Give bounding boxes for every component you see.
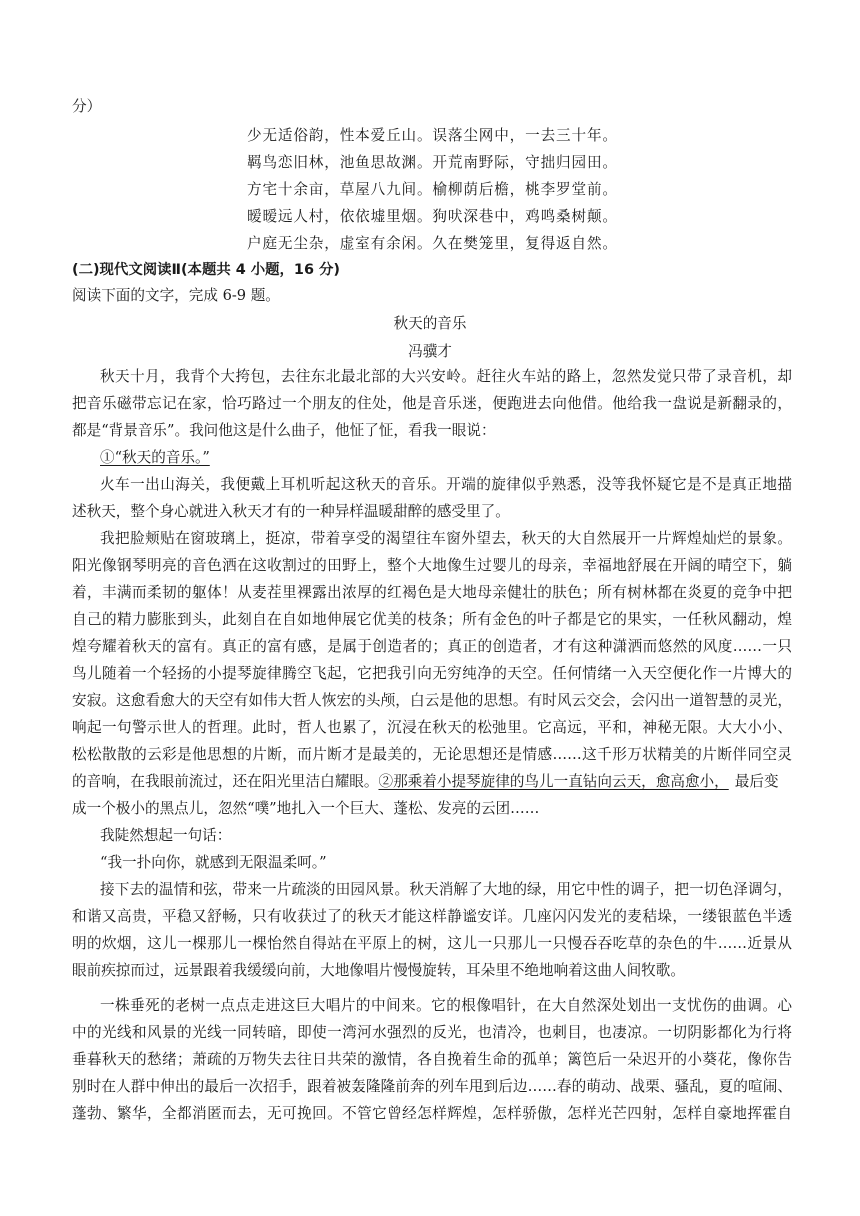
plain-text: 最后变 bbox=[734, 773, 779, 790]
paragraph-line: 着，丰满而柔韧的躯体！从麦茬里裸露出浓厚的红褐色是大地母亲健壮的肤色；所有树林都在炎夏的竞争中把 bbox=[72, 584, 792, 601]
previous-question-fragment: 分） bbox=[72, 98, 102, 115]
poem-line: 方宅十余亩，草屋八九间。榆柳荫后檐，桃李罗堂前。 bbox=[247, 181, 617, 198]
paragraph-line bbox=[72, 772, 792, 792]
plain-text: 的音响，在我眼前流过，还在阳光里洁白耀眼。 bbox=[72, 773, 379, 790]
paragraph-line: 火车一出山海关，我便戴上耳机听起这秋天的音乐。开端的旋律似乎熟悉，没等我怀疑它是不是真正地描 bbox=[100, 476, 792, 493]
paragraph-line: 安寂。这愈看愈大的天空有如伟大哲人恢宏的头颅，白云是他的思想。有时风云交会，会闪出一道智慧的灵光， bbox=[72, 692, 792, 709]
underlined-sentence-2: ②那乘着小提琴旋律的鸟儿一直钻向云天，愈高愈小， bbox=[378, 773, 729, 790]
paragraph-line: 一株垂死的老树一点点走进这巨大唱片的中间来。它的根像唱针，在大自然深处划出一支忧伤的曲调。心 bbox=[100, 997, 792, 1014]
paragraph-line: 我把脸颊贴在窗玻璃上，挺凉，带着享受的渴望往车窗外望去，秋天的大自然展开一片辉煌灿烂的景象。 bbox=[100, 530, 792, 547]
paragraph-line: 煌夸耀着秋天的富有。真正的富有感，是属于创造者的；真正的创造者，才有这种潇洒而悠然的风度……一只 bbox=[72, 638, 792, 655]
paragraph-line: 眼前疾掠而过，远景跟着我缓缓向前，大地像唱片慢慢旋转，耳朵里不绝地响着这曲人间牧歌。 bbox=[72, 962, 685, 979]
poem-line: 户庭无尘杂，虚室有余闲。久在樊笼里，复得返自然。 bbox=[247, 235, 617, 252]
paragraph-line: 和谐又高贵，平稳又舒畅，只有收获过了的秋天才能这样静谧安详。几座闪闪发光的麦秸垛，一缕银蓝色半透 bbox=[72, 908, 792, 925]
paragraph-line: 松松散散的云彩是他思想的片断，而片断才是最美的，无论思想还是情感……这千形万状精美的片断伴同空灵 bbox=[72, 746, 792, 763]
paragraph-line: 别时在人群中伸出的最后一次招手，跟着被轰隆隆前奔的列车甩到后边……春的萌动、战栗、骚乱，夏的喧闹、 bbox=[72, 1078, 792, 1095]
paragraph-line: 述秋天，整个身心就进入秋天才有的一种异样温暖甜醉的感受里了。 bbox=[72, 503, 510, 520]
paragraph-line: 明的炊烟，这儿一棵那儿一棵怡然自得站在平原上的树，这儿一只那儿一只慢吞吞吃草的杂色的牛……近景从 bbox=[72, 935, 792, 952]
paragraph-2 bbox=[100, 448, 792, 468]
paragraph-5: 我陡然想起一句话： bbox=[100, 827, 232, 844]
paragraph-line: 秋天十月，我背个大挎包，去往东北最北部的大兴安岭。赶往火车站的路上，忽然发觉只带了录音机，却 bbox=[100, 368, 792, 385]
paragraph-line: 自己的精力膨胀到头，此刻自在自如地伸展它优美的枝条；所有金色的叶子都是它的果实，一任秋风翻动，煌 bbox=[72, 611, 792, 628]
poem-line: 少无适俗韵，性本爱丘山。误落尘网中，一去三十年。 bbox=[247, 127, 617, 144]
article-title: 秋天的音乐 bbox=[393, 315, 467, 332]
section-heading: (二)现代文阅读Ⅱ(本题共 4 小题，16 分) bbox=[72, 262, 340, 278]
article-author: 冯骥才 bbox=[408, 343, 452, 360]
paragraph-line: 蓬勃、繁华，全都消匿而去，无可挽回。不管它曾经怎样辉煌，怎样骄傲，怎样光芒四射，怎样自豪地挥霍自 bbox=[72, 1105, 792, 1122]
paragraph-line: 都是“背景音乐”。我问他这是什么曲子，他怔了怔，看我一眼说： bbox=[72, 422, 496, 439]
reading-instruction: 阅读下面的文字，完成 6-9 题。 bbox=[72, 287, 280, 304]
poem-line: 暧暧远人村，依依墟里烟。狗吠深巷中，鸡鸣桑树颠。 bbox=[247, 208, 617, 225]
paragraph-6: “我一扑向你，就感到无限温柔呵。” bbox=[100, 854, 327, 871]
underlined-sentence-1: ①“秋天的音乐。” bbox=[100, 449, 210, 466]
paragraph-line: 接下去的温情和弦，带来一片疏淡的田园风景。秋天消解了大地的绿，用它中性的调子，把一切色泽调匀， bbox=[100, 881, 792, 898]
poem-line: 羁鸟恋旧林，池鱼思故渊。开荒南野际，守拙归园田。 bbox=[247, 154, 617, 171]
paragraph-line: 阳光像钢琴明亮的音色洒在这收割过的田野上，整个大地像生过婴儿的母亲，幸福地舒展在开阔的晴空下，躺 bbox=[72, 557, 792, 574]
paragraph-line: 鸟儿随着一个轻扬的小提琴旋律腾空飞起，它把我引向无穷纯净的天空。任何情绪一入天空便化作一片博大的 bbox=[72, 665, 792, 682]
paragraph-line: 垂暮秋天的愁绪；萧疏的万物失去往日共荣的激情，各自挽着生命的孤单；篱笆后一朵迟开的小葵花，像你告 bbox=[72, 1051, 792, 1068]
paragraph-line: 成一个极小的黑点儿，忽然“噗”地扎入一个巨大、蓬松、发亮的云团…… bbox=[72, 800, 540, 817]
paragraph-line: 把音乐磁带忘记在家，恰巧路过一个朋友的住处，他是音乐迷，便跑进去向他借。他给我一盘说是新翻录的， bbox=[72, 395, 792, 412]
paragraph-line: 响起一句警示世人的哲理。此时，哲人也累了，沉浸在秋天的松弛里。它高远，平和，神秘无限。大大小小、 bbox=[72, 719, 792, 736]
paragraph-line: 中的光线和风景的光线一同转暗，即使一湾河水强烈的反光，也清冷，也刺目，也凄凉。一切阴影都化为行将 bbox=[72, 1024, 792, 1041]
